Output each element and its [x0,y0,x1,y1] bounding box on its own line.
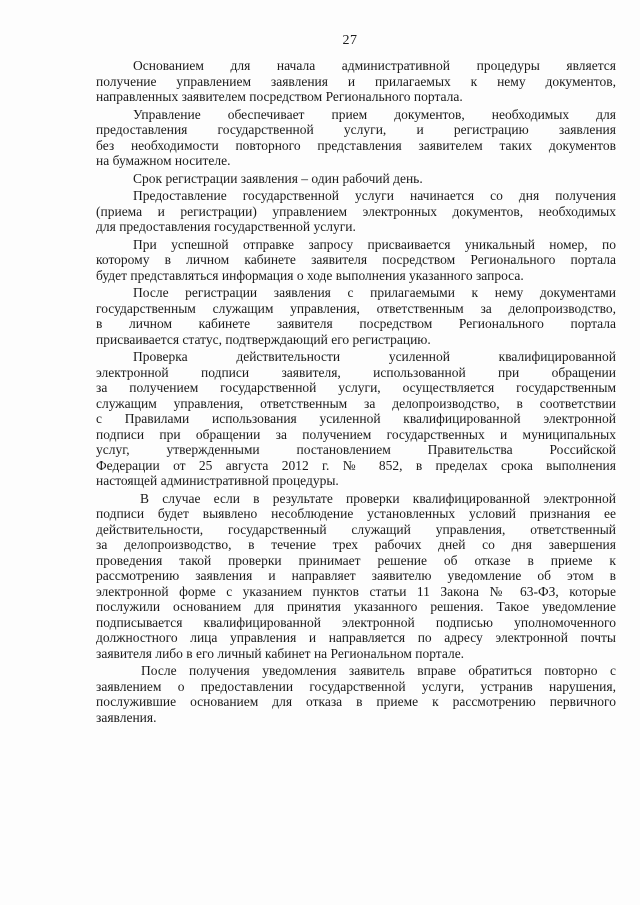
paragraph [96,58,616,105]
text-line: для предоставления государственной услуги. [96,219,356,234]
paragraph [96,663,616,725]
text-line: Проверка действительности усиленной квалифицированной [133,349,616,364]
text-line: с Правилами использования усиленной квалифицированной электронной [96,411,616,426]
text-line: заявителя либо в его личный кабинет на Региональном портале. [96,645,465,661]
text-line: электронной форме с указанием пунктов статьи 11 Закона № 63-ФЗ, которые [96,583,616,599]
text-line: подписи при обращении за получением государственных и муниципальных [96,426,616,442]
text-line: служащим управления, ответственным за делопроизводство, в соответствии [96,395,616,411]
text-line: Федерации от 25 августа 2012 г. № 852, в пределах срока выполнения [96,457,616,473]
paragraph [96,188,616,235]
text-line: услуг, утвержденными постановлением Правительства Российской [96,442,616,457]
text-line: присваивается статус, подтверждающий его регистрацию. [96,331,431,347]
text-line: получение управлением заявления и прилагаемых к нему документов, [96,73,616,89]
text-line: должностного лица управления и направляется по адресу электронной почты [96,630,616,645]
text-line: рассмотрению заявления и направляет заявителю уведомление об этом в [96,568,616,583]
text-line: на бумажном носителе. [96,153,231,168]
paragraph [96,237,616,284]
paragraph [96,107,616,169]
text-line: заявлением о предоставлении государственной услуги, устранив нарушения, [96,678,616,694]
text-line: действительности, государственный служащий управления, ответственный [96,521,616,537]
page-number: 27 [342,33,358,48]
text-line: Срок регистрации заявления – один рабочий день. [133,170,423,186]
text-line: которому в личном кабинете заявителя посредством Регионального портала [96,252,616,267]
paragraph [96,285,616,347]
document-body [96,58,616,725]
text-line: настоящей административной процедуры. [96,473,339,488]
paragraph [96,491,616,662]
text-line: (приема и регистрации) управлением электронных документов, необходимых [96,203,616,219]
text-line: подписи будет выявлено несоблюдение установленных условий признания ее [96,506,616,521]
text-line: электронной подписи заявителя, использованной при обращении [96,364,616,380]
paragraph [96,349,616,489]
text-line: Основанием для начала административной процедуры является [133,58,616,73]
text-line: за делопроизводство, в течение трех рабочих дней со дня завершения [96,537,616,552]
text-line: государственным служащим управления, ответственным за делопроизводство, [96,300,616,316]
paragraph [96,171,616,187]
text-line: подписывается квалифицированной электронной подписью уполномоченного [96,614,616,630]
text-line: без необходимости повторного представления заявителем таких документов [96,137,616,153]
text-line: направленных заявителем посредством Регионального портала. [96,89,463,104]
text-line: будет представляться информация о ходе выполнения указанного запроса. [96,267,524,283]
text-line: После регистрации заявления с прилагаемыми к нему документами [133,285,616,300]
text-line: После получения уведомления заявитель вправе обратиться повторно с [141,663,616,678]
text-line: Управление обеспечивает прием документов, необходимых для [133,106,616,122]
text-line: за получением государственной услуги, осуществляется государственным [96,380,616,395]
text-line: проведения такой проверки принимает решение об отказе в приеме к [96,552,616,568]
text-line: послужившие основанием для отказа в приеме к рассмотрению первичного [96,694,616,709]
text-line: При успешной отправке запросу присваивается уникальный номер, по [133,236,616,252]
text-line: заявления. [96,709,157,725]
text-line: предоставления государственной услуги, и регистрацию заявления [96,122,616,137]
text-line: Предоставление государственной услуги начинается со дня получения [133,188,616,203]
text-line: в личном кабинете заявителя посредством Регионального портала [96,316,616,331]
text-line: В случае если в результате проверки квалифицированной электронной [140,490,616,506]
text-line: послужили основанием для принятия указанного решения. Такое уведомление [96,599,616,614]
